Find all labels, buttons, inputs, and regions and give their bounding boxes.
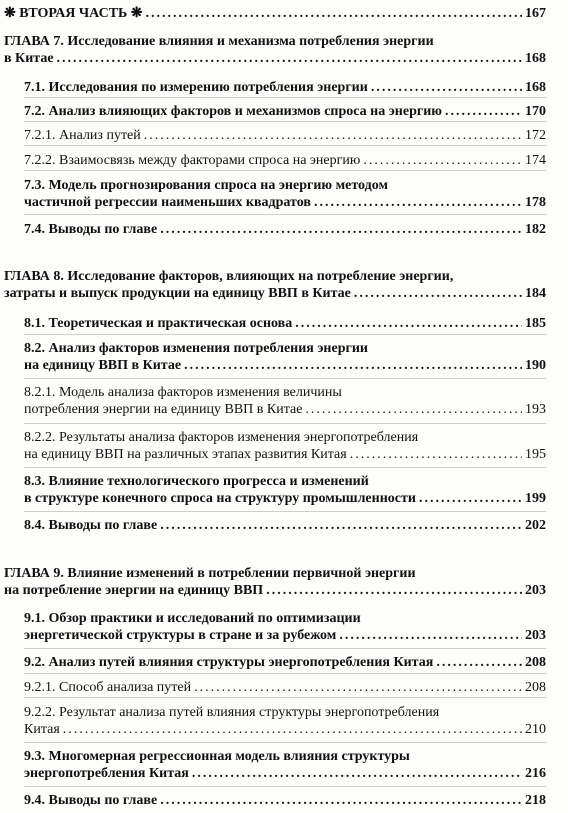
leader-dots (363, 152, 522, 169)
page-number: 199 (525, 491, 546, 506)
divider (24, 742, 546, 743)
entry-title-line: Китая (24, 722, 60, 737)
entry-title: 9.2. Анализ путей влияния структуры энергопотребления Китая (24, 655, 434, 670)
page-number: 190 (525, 358, 546, 373)
leader-dots (57, 50, 522, 67)
entry-title-line: 8.2.2. Результаты анализа факторов изменения энергопотребления (24, 430, 419, 445)
page-number: 178 (525, 195, 546, 210)
divider (24, 467, 546, 468)
toc-entry (24, 79, 546, 96)
toc-entry (24, 152, 546, 169)
leader-dots (184, 357, 522, 374)
chapter-7-heading (4, 33, 546, 67)
entry-title-line: 9.1. Обзор практики и исследований по оптимизации (24, 611, 361, 626)
entry-title: 7.1. Исследования по измерению потребления энергии (24, 80, 368, 95)
toc-entry (24, 748, 546, 782)
divider (24, 214, 546, 215)
page-number: 193 (525, 402, 546, 417)
leader-dots (63, 721, 522, 738)
leader-dots (160, 792, 522, 809)
entry-title-line: энергетической структуры в стране и за рубежом (24, 628, 337, 643)
entry-title: 9.2.1. Способ анализа путей (24, 680, 192, 695)
part-heading (4, 5, 546, 22)
toc-entry (24, 704, 546, 738)
page-number: 172 (525, 128, 546, 143)
leader-dots (419, 490, 522, 507)
chapter-title-line: затраты и выпуск продукции на единицу ВВП в Китае (4, 286, 351, 301)
leader-dots (160, 221, 522, 238)
entry-title-line: на единицу ВВП в Китае (24, 358, 182, 373)
toc-entry (24, 429, 546, 463)
toc-entry (24, 340, 546, 374)
divider (24, 170, 546, 171)
page-number: 203 (525, 628, 546, 643)
toc-entry (24, 177, 546, 211)
page-number: 202 (525, 518, 546, 533)
page-number: 210 (525, 722, 546, 737)
page-number: 203 (525, 583, 546, 598)
entry-title-line: на единицу ВВП на различных этапах развития Китая (24, 447, 347, 462)
entry-title-line: 9.3. Многомерная регрессионная модель влияния структуры (24, 749, 410, 764)
entry-title-line: 8.2. Анализ факторов изменения потребления энергии (24, 341, 368, 356)
leader-dots (354, 285, 522, 302)
divider (24, 145, 546, 146)
toc-entry (24, 654, 546, 671)
divider (24, 648, 546, 649)
toc-entry (24, 517, 546, 534)
page-number: 168 (525, 51, 546, 66)
chapter-title-line: ГЛАВА 9. Влияние изменений в потреблении первичной энергии (4, 566, 416, 581)
entry-title: 9.4. Выводы по главе (24, 793, 158, 808)
page-number: 218 (525, 793, 546, 808)
entry-title: 8.1. Теоретическая и практическая основа (24, 316, 293, 331)
leader-dots (194, 679, 522, 696)
page-number: 170 (525, 104, 546, 119)
leader-dots (266, 582, 522, 599)
leader-dots (445, 103, 522, 120)
page-number: 174 (525, 153, 546, 168)
page-number: 208 (525, 655, 546, 670)
divider (24, 334, 546, 335)
leader-dots (144, 127, 522, 144)
toc-entry (24, 473, 546, 507)
divider (24, 378, 546, 379)
chapter-8-heading (4, 268, 546, 302)
leader-dots (314, 194, 522, 211)
leader-dots (146, 5, 522, 22)
toc-entry (24, 127, 546, 144)
chapter-9-heading (4, 565, 546, 599)
toc-entry (24, 315, 546, 332)
entry-title-line: частичной регрессии наименьших квадратов (24, 195, 311, 210)
chapter-title-line: ГЛАВА 8. Исследование факторов, влияющих на потребление энергии, (4, 269, 454, 284)
chapter-title-line: ГЛАВА 7. Исследование влияния и механизма потребления энергии (4, 34, 434, 49)
page-number: 208 (525, 680, 546, 695)
leader-dots (436, 654, 522, 671)
toc-entry (24, 384, 546, 418)
divider (24, 511, 546, 512)
entry-title-line: 8.2.1. Модель анализа факторов изменения величины (24, 385, 342, 400)
leader-dots (339, 627, 522, 644)
entry-title-line: потребления энергии на единицу ВВП в Китае (24, 402, 303, 417)
page-number: 182 (525, 222, 546, 237)
divider (24, 121, 546, 122)
entry-title-line: 7.3. Модель прогнозирования спроса на энергию методом (24, 178, 388, 193)
entry-title-line: энергопотребления Китая (24, 766, 189, 781)
divider (24, 423, 546, 424)
divider (24, 97, 546, 98)
page-number: 185 (525, 316, 546, 331)
chapter-title-line: на потребление энергии на единицу ВВП (4, 583, 264, 598)
leader-dots (305, 401, 522, 418)
page-number: 167 (525, 6, 546, 21)
divider (24, 786, 546, 787)
divider (24, 673, 546, 674)
page-number: 216 (525, 766, 546, 781)
entry-title: 7.2.2. Взаимосвязь между факторами спроса на энергию (24, 153, 361, 168)
entry-title: 7.4. Выводы по главе (24, 222, 158, 237)
leader-dots (160, 517, 522, 534)
toc-entry (24, 221, 546, 238)
chapter-title-line: в Китае (4, 51, 54, 66)
entry-title-line: в структуре конечного спроса на структуру промышленности (24, 491, 416, 506)
page-number: 184 (525, 286, 546, 301)
entry-title: 8.4. Выводы по главе (24, 518, 158, 533)
toc-entry (24, 610, 546, 644)
toc-entry (24, 679, 546, 696)
toc-entry (24, 103, 546, 120)
entry-title-line: 8.3. Влияние технологического прогресса и изменений (24, 474, 369, 489)
entry-title-line: 9.2.2. Результат анализа путей влияния структуры энергопотребления (24, 705, 440, 720)
divider (24, 697, 546, 698)
part-title: ❋ ВТОРАЯ ЧАСТЬ ❋ (4, 6, 143, 21)
page-number: 195 (525, 447, 546, 462)
leader-dots (295, 315, 522, 332)
leader-dots (192, 765, 522, 782)
entry-title: 7.2. Анализ влияющих факторов и механизмов спроса на энергию (24, 104, 442, 119)
leader-dots (350, 446, 522, 463)
leader-dots (371, 79, 522, 96)
toc-entry (24, 792, 546, 809)
entry-title: 7.2.1. Анализ путей (24, 128, 141, 143)
page-number: 168 (525, 80, 546, 95)
